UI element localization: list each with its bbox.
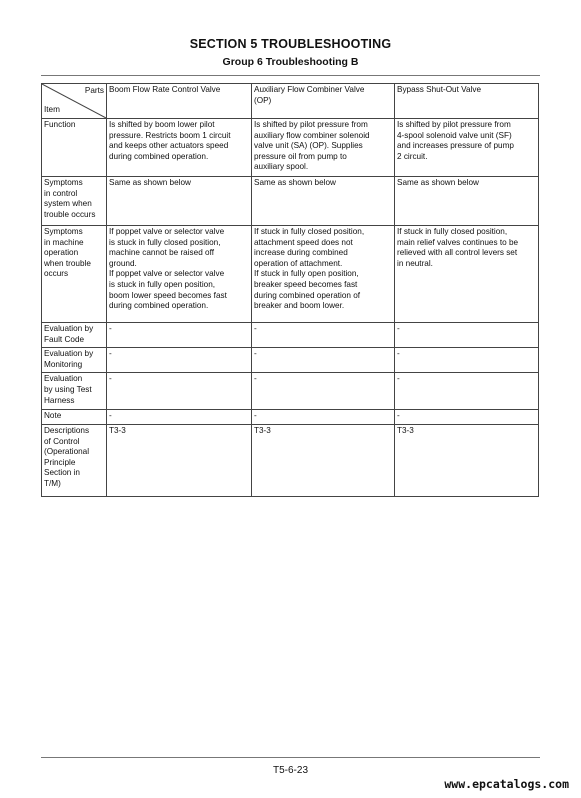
section-title: SECTION 5 TROUBLESHOOTING: [189, 37, 392, 51]
table-cell: Same as shown below: [395, 177, 539, 226]
table-cell: -: [395, 348, 539, 373]
table-cell: -: [395, 323, 539, 348]
column-header: Boom Flow Rate Control Valve: [107, 84, 252, 119]
row-item-label: Evaluation by using Test Harness: [42, 373, 107, 410]
table-cell: -: [252, 373, 395, 410]
watermark: www.epcatalogs.com: [444, 777, 569, 791]
row-item-label: Note: [42, 410, 107, 425]
table-cell: Is shifted by pilot pressure from 4-spool solenoid valve unit (SF) and increases pressure of pump 2 circuit.: [395, 119, 539, 177]
table-row: [42, 348, 539, 373]
table-cell: -: [107, 323, 252, 348]
corner-header-cell: [42, 84, 107, 119]
table-cell: -: [252, 323, 395, 348]
table-cell: If stuck in fully closed position, attachment speed does not increase during combined operation of attachment. If stuck in fully open position, breaker speed becomes fast during combined operation of breaker and boom lower.: [252, 226, 395, 323]
table-header-row: [42, 84, 539, 119]
table-cell: -: [252, 348, 395, 373]
row-item-label: Symptoms in control system when trouble occurs: [42, 177, 107, 226]
table-cell: -: [252, 410, 395, 425]
table-row: [42, 410, 539, 425]
row-item-label: Evaluation by Fault Code: [42, 323, 107, 348]
corner-item-label: Item: [44, 105, 60, 115]
table-cell: T3-3: [107, 424, 252, 496]
table-row: [42, 119, 539, 177]
group-title: Group 6 Troubleshooting B: [222, 56, 359, 68]
row-item-label: Symptoms in machine operation when trouble occurs: [42, 226, 107, 323]
bottom-divider: [41, 757, 540, 758]
table-cell: Same as shown below: [107, 177, 252, 226]
corner-parts-label: Parts: [84, 86, 104, 95]
table-cell: If poppet valve or selector valve is stuck in fully closed position, machine cannot be raised off ground. If poppet valve or selector valve is stuck in fully open position, boom lower speed becomes fast during combined operation.: [107, 226, 252, 323]
column-header: Bypass Shut-Out Valve: [395, 84, 539, 119]
table-cell: Same as shown below: [252, 177, 395, 226]
troubleshooting-table: [41, 83, 539, 497]
row-item-label: Descriptions of Control (Operational Principle Section in T/M): [42, 424, 107, 496]
table-row: [42, 323, 539, 348]
top-divider: [41, 75, 540, 76]
table-cell: -: [107, 410, 252, 425]
table-cell: -: [395, 373, 539, 410]
page-number: T5-6-23: [272, 765, 308, 776]
table-row: [42, 424, 539, 496]
column-header: Auxiliary Flow Combiner Valve (OP): [252, 84, 395, 119]
table-row: [42, 373, 539, 410]
table-cell: T3-3: [252, 424, 395, 496]
row-item-label: Evaluation by Monitoring: [42, 348, 107, 373]
table-cell: Is shifted by pilot pressure from auxiliary flow combiner solenoid valve unit (SA) (OP). Supplies pressure oil from pump to auxiliary spool.: [252, 119, 395, 177]
table-cell: -: [107, 373, 252, 410]
table-cell: T3-3: [395, 424, 539, 496]
table-cell: -: [395, 410, 539, 425]
table-cell: Is shifted by boom lower pilot pressure. Restricts boom 1 circuit and keeps other actuators speed during combined operation.: [107, 119, 252, 177]
table-cell: If stuck in fully closed position, main relief valves continues to be relieved with all control levers set in neutral.: [395, 226, 539, 323]
table-row: [42, 177, 539, 226]
table-row: [42, 226, 539, 323]
row-item-label: Function: [42, 119, 107, 177]
table-cell: -: [107, 348, 252, 373]
